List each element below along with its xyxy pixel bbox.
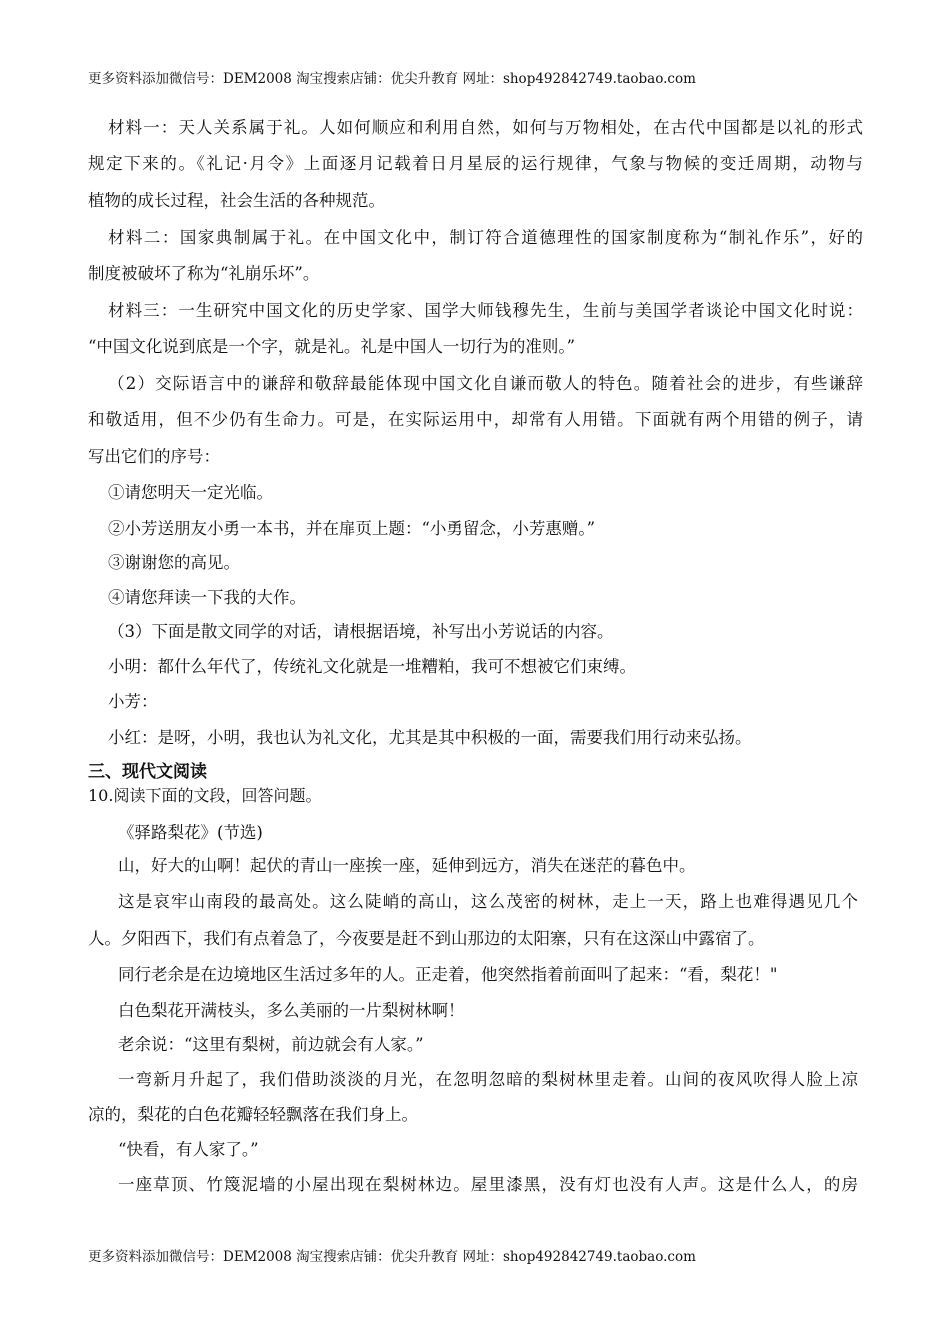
- passage-line: 人。夕阳西下，我们有点着急了，今夜要是赶不到山那边的太阳寨，只有在这深山中露宿了。: [88, 929, 765, 948]
- paragraph-line: （2）交际语言中的谦辞和敬辞最能体现中国文化自谦而敬人的特色。随着社会的进步，有些谦辞: [108, 374, 863, 393]
- paragraph-line: 写出它们的序号：: [88, 447, 220, 466]
- passage-line: “快看，有人家了。”: [118, 1140, 259, 1159]
- passage-line: 白色梨花开满枝头，多么美丽的一片梨树林啊！: [118, 1001, 465, 1020]
- passage-line: 一座草顶、竹篾泥墙的小屋出现在梨树林边。屋里漆黑，没有灯也没有人声。这是什么人，的房: [118, 1175, 858, 1194]
- dialogue-line: 小明：都什么年代了，传统礼文化就是一堆糟粕，我可不想被它们束缚。: [108, 657, 636, 676]
- paragraph-line: 材料一：天人关系属于礼。人如何顺应和利用自然，如何与万物相处，在古代中国都是以礼的形式: [108, 118, 863, 137]
- passage-line: 凉的，梨花的白色花瓣轻轻飘落在我们身上。: [88, 1105, 418, 1124]
- section-title: 三、现代文阅读: [88, 762, 207, 782]
- option-line: ③谢谢您的高见。: [108, 553, 240, 572]
- option-line: ④请您拜读一下我的大作。: [108, 588, 306, 607]
- option-line: ①请您明天一定光临。: [108, 483, 273, 502]
- paragraph-line: 植物的成长过程，社会生活的各种规范。: [88, 191, 385, 210]
- option-line: ②小芳送朋友小勇一本书，并在扉页上题：“小勇留念，小芳惠赠。”: [108, 519, 596, 538]
- page-footer: 更多资料添加微信号：DEM2008 淘宝搜索店铺：优尖升教育 网址：shop492842749.taobao.com: [88, 1249, 696, 1265]
- dialogue-line: 小芳：: [108, 692, 158, 711]
- paragraph-line: “中国文化说到底是一个字，就是礼。礼是中国人一切行为的准则。”: [88, 337, 576, 356]
- paragraph-line: 和敬适用，但不少仍有生命力。可是，在实际运用中，却常有人用错。下面就有两个用错的例子，请: [88, 410, 863, 429]
- paragraph-line: （3）下面是散文同学的对话，请根据语境，补写出小芳说话的内容。: [108, 622, 614, 641]
- passage-line: 这是哀牢山南段的最高处。这么陡峭的高山，这么茂密的树林，走上一天，路上也难得遇见几个: [118, 892, 858, 911]
- paragraph-line: 材料二：国家典制属于礼。在中国文化中，制订符合道德理性的国家制度称为“制礼作乐”，好的: [108, 228, 863, 247]
- question-prompt: 10.阅读下面的文段，回答问题。: [88, 786, 322, 805]
- passage-line: 老余说：“这里有梨树，前边就会有人家。”: [118, 1035, 424, 1054]
- page-header: 更多资料添加微信号：DEM2008 淘宝搜索店铺：优尖升教育 网址：shop492842749.taobao.com: [88, 71, 696, 87]
- passage-title: 《驿路梨花》(节选): [118, 823, 263, 842]
- paragraph-line: 规定下来的。《礼记·月令》上面逐月记载着日月星辰的运行规律，气象与物候的变迁周期，动物与: [88, 154, 863, 173]
- passage-line: 同行老余是在边境地区生活过多年的人。正走着，他突然指着前面叫了起来：“看，梨花！": [118, 965, 778, 984]
- dialogue-line: 小红：是呀，小明，我也认为礼文化，尤其是其中积极的一面，需要我们用行动来弘扬。: [108, 728, 752, 747]
- passage-line: 一弯新月升起了，我们借助淡淡的月光，在忽明忽暗的梨树林里走着。山间的夜风吹得人脸上凉: [118, 1070, 858, 1089]
- paragraph-line: 制度被破坏了称为“礼崩乐坏”。: [88, 264, 320, 283]
- passage-line: 山，好大的山啊！起伏的青山一座挨一座，延伸到远方，消失在迷茫的暮色中。: [118, 856, 696, 875]
- paragraph-line: 材料三：一生研究中国文化的历史学家、国学大师钱穆先生，生前与美国学者谈论中国文化时说：: [108, 301, 863, 320]
